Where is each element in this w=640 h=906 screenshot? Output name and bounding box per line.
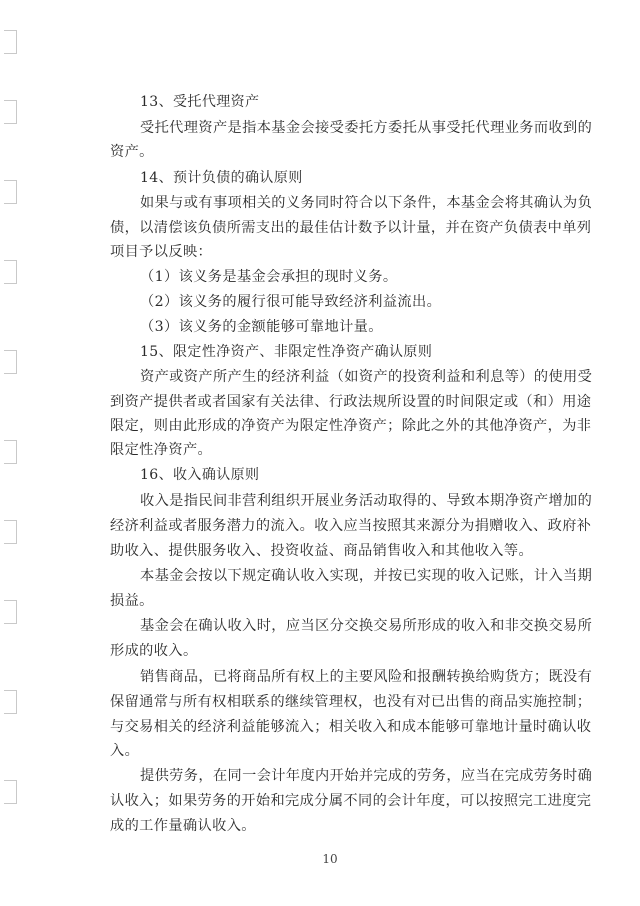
- binding-hole: [4, 100, 17, 124]
- text-line: 资产。: [110, 144, 154, 160]
- text-line: 受托代理资产是指本基金会接受委托方委托从事受托代理业务而收到的: [140, 120, 593, 136]
- heading-13: 13、受托代理资产: [140, 94, 260, 110]
- list-item: （2）该义务的履行很可能导致经济利益流出。: [140, 294, 442, 310]
- text-line: 入。: [110, 743, 140, 759]
- binding-hole: [4, 780, 17, 804]
- binding-hole: [4, 690, 17, 714]
- text-line: 限定性净资产。: [110, 442, 213, 458]
- heading-14: 14、预计负债的确认原则: [140, 170, 303, 186]
- document-page: [110, 0, 593, 906]
- text-line: 收入是指民间非营利组织开展业务活动取得的、导致本期净资产增加的: [140, 493, 593, 509]
- text-line: 债，以清偿该负债所需支出的最佳估计数予以计量，并在资产负债表中单列: [110, 220, 592, 236]
- text-line: 提供劳务，在同一会计年度内开始并完成的劳务，应当在完成劳务时确: [140, 768, 593, 784]
- binding-hole: [4, 350, 17, 374]
- binding-margin: [0, 0, 22, 906]
- heading-16: 16、收入确认原则: [140, 467, 260, 483]
- text-line: 损益。: [110, 593, 154, 609]
- text-line: 项目予以反映：: [110, 244, 213, 260]
- heading-15: 15、限定性净资产、非限定性净资产确认原则: [140, 344, 433, 360]
- binding-hole: [4, 440, 17, 464]
- text-line: 助收入、提供服务收入、投资收益、商品销售收入和其他收入等。: [110, 543, 534, 559]
- list-item: （3）该义务的金额能够可靠地计量。: [140, 319, 383, 335]
- list-item: （1）该义务是基金会承担的现时义务。: [140, 269, 398, 285]
- text-line: 销售商品，已将商品所有权上的主要风险和报酬转换给购货方；既没有: [140, 669, 593, 685]
- text-line: 到资产提供者或者国家有关法律、行政法规所设置的时间限定或（和）用途: [110, 394, 592, 410]
- text-line: 形成的收入。: [110, 643, 198, 659]
- text-line: 与交易相关的经济利益能够流入；相关收入和成本能够可靠地计量时确认收: [110, 719, 592, 735]
- binding-hole: [4, 260, 17, 284]
- binding-hole: [4, 30, 17, 54]
- text-line: 基金会在确认收入时，应当区分交换交易所形成的收入和非交换交易所: [140, 618, 593, 634]
- binding-hole: [4, 520, 17, 544]
- binding-hole: [4, 600, 17, 624]
- text-line: 成的工作量确认收入。: [110, 818, 256, 834]
- text-line: 认收入；如果劳务的开始和完成分属不同的会计年度，可以按照完工进度完: [110, 793, 592, 809]
- text-line: 经济利益或者服务潜力的流入。收入应当按照其来源分为捐赠收入、政府补: [110, 518, 592, 534]
- text-line: 资产或资产所产生的经济利益（如资产的投资利益和利息等）的使用受: [140, 369, 593, 385]
- text-line: 限定，则由此形成的净资产为限定性净资产；除此之外的其他净资产，为非: [110, 418, 592, 434]
- text-line: 如果与或有事项相关的义务同时符合以下条件，本基金会将其确认为负: [140, 195, 593, 211]
- text-line: 保留通常与所有权相联系的继续管理权，也没有对已出售的商品实施控制；: [110, 694, 592, 710]
- text-line: 本基金会按以下规定确认收入实现，并按已实现的收入记账，计入当期: [140, 568, 593, 584]
- binding-hole: [4, 180, 17, 204]
- page-number: 10: [322, 852, 338, 866]
